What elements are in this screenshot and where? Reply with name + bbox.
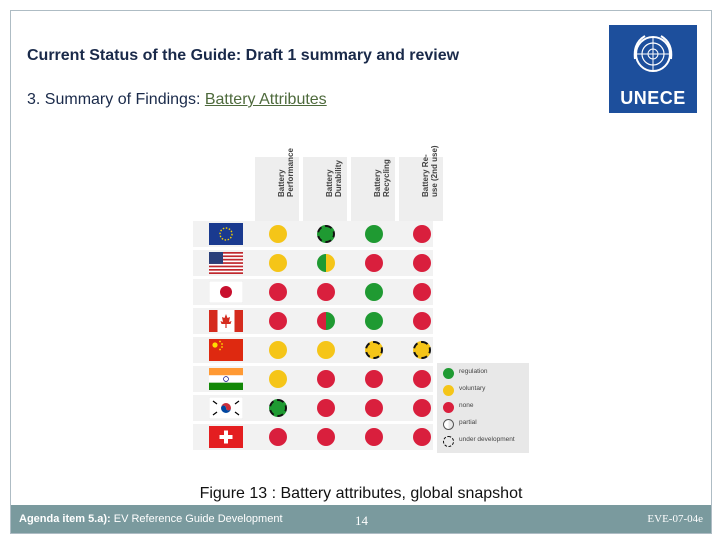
status-dot-none [413, 399, 431, 417]
table-row [193, 279, 433, 305]
table-row [193, 366, 433, 392]
subtitle-prefix: 3. Summary of Findings: [27, 91, 205, 108]
footer [11, 505, 711, 533]
status-dot-none [413, 428, 431, 446]
legend-item-under-development [443, 434, 529, 448]
column-header [399, 145, 443, 221]
india-flag-icon [209, 368, 243, 390]
status-dot-regulation-under-development [269, 399, 287, 417]
status-dot-none [317, 283, 335, 301]
table-row [193, 337, 433, 363]
slide-subtitle [27, 91, 327, 109]
status-dot-none [317, 370, 335, 388]
status-dot-none [269, 312, 287, 330]
status-dot-voluntary-under-development [365, 341, 383, 359]
legend-label: under development [459, 436, 515, 443]
status-dot-voluntary [269, 370, 287, 388]
status-dot-none [365, 428, 383, 446]
table-row [193, 308, 433, 334]
legend-label: partial [459, 419, 477, 426]
status-dot-regulation [365, 312, 383, 330]
legend [437, 363, 529, 453]
footer-agenda [19, 513, 283, 525]
column-header [303, 157, 347, 221]
status-dot-voluntary [269, 254, 287, 272]
japan-flag-icon [209, 281, 243, 303]
status-dot-none [269, 283, 287, 301]
table-row [193, 395, 433, 421]
status-dot-regulation [365, 225, 383, 243]
footer-agenda-label: Agenda item 5.a): [19, 513, 111, 525]
usa-flag-icon [209, 252, 243, 274]
legend-item-voluntary [443, 383, 529, 397]
status-dot-none [365, 399, 383, 417]
status-dot-partial [317, 312, 335, 330]
footer-agenda-text: EV Reference Guide Development [110, 513, 283, 525]
status-dot-voluntary [269, 341, 287, 359]
china-flag-icon [209, 339, 243, 361]
unece-logo [609, 25, 697, 113]
column-header-label: Battery Recycling [373, 159, 391, 197]
status-dot-none [317, 399, 335, 417]
status-dot-none [413, 370, 431, 388]
status-dot-voluntary [269, 225, 287, 243]
eu-flag-icon [209, 223, 243, 245]
legend-label: none [459, 402, 474, 409]
status-dot-none [317, 428, 335, 446]
column-header-label: Battery Performance [277, 148, 295, 197]
korea-flag-icon [209, 397, 243, 419]
legend-label: voluntary [459, 385, 486, 392]
status-dot-none [269, 428, 287, 446]
logo-text: UNECE [620, 88, 686, 108]
switzerland-flag-icon [209, 426, 243, 448]
legend-label: regulation [459, 368, 488, 375]
legend-item-partial [443, 417, 529, 431]
status-dot-partial [317, 254, 335, 272]
page-number: 14 [355, 513, 368, 528]
status-dot-voluntary-under-development [413, 341, 431, 359]
status-dot-none [413, 283, 431, 301]
slide [10, 10, 712, 534]
table-row [193, 424, 433, 450]
status-dot-none [365, 370, 383, 388]
subtitle-highlight: Battery Attributes [204, 91, 327, 108]
status-dot-none [413, 312, 431, 330]
document-code: EVE-07-04e [647, 513, 703, 525]
status-dot-none [413, 225, 431, 243]
status-dot-regulation [365, 283, 383, 301]
canada-flag-icon [209, 310, 243, 332]
status-dot-none [365, 254, 383, 272]
status-dot-none [413, 254, 431, 272]
table-row [193, 221, 433, 247]
column-header-label: Battery Re-use (2nd use) [421, 145, 439, 197]
column-header [351, 157, 395, 221]
table-row [193, 250, 433, 276]
slide-title: Current Status of the Guide: Draft 1 summary and review [27, 47, 460, 64]
status-dot-voluntary [317, 341, 335, 359]
un-emblem-icon [630, 31, 676, 77]
status-dot-regulation-under-development [317, 225, 335, 243]
legend-item-regulation [443, 366, 529, 380]
legend-item-none [443, 400, 529, 414]
column-header [255, 148, 299, 221]
column-header-label: Battery Durability [325, 160, 343, 197]
figure-caption: Figure 13 : Battery attributes, global snapshot [199, 485, 523, 502]
